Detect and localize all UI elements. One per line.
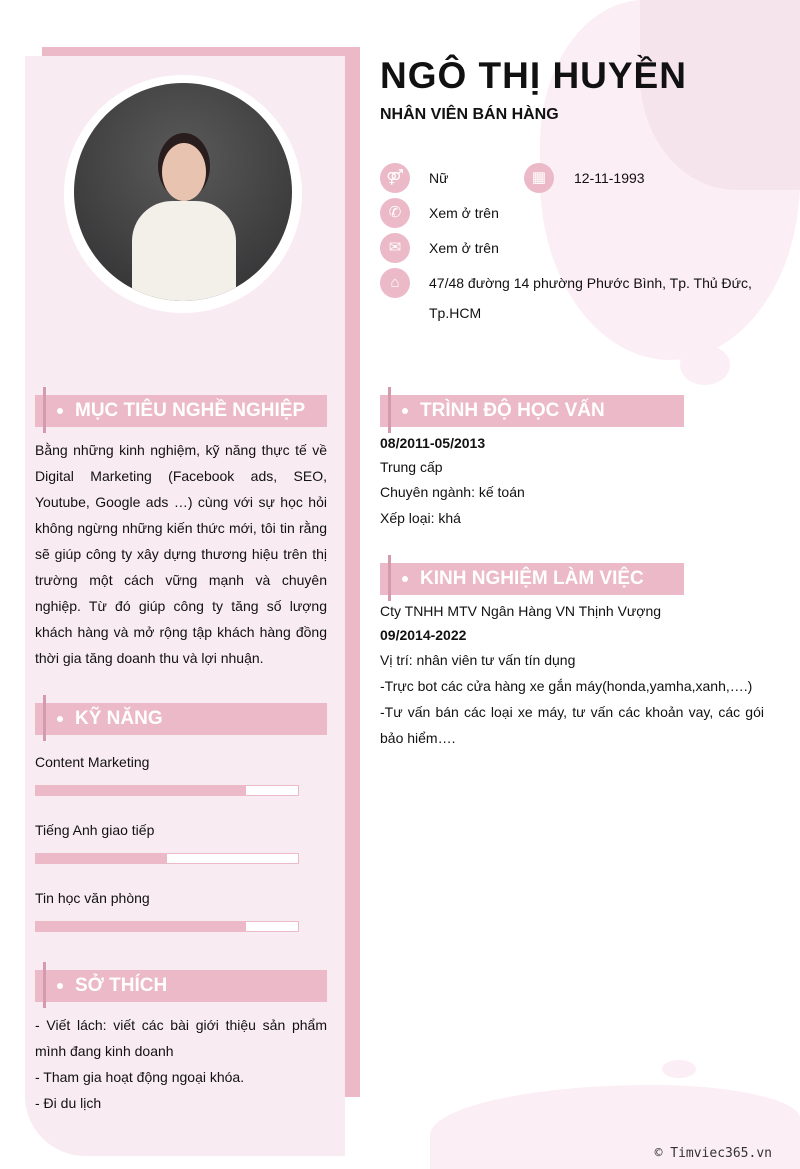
education-header — [380, 395, 684, 427]
home-icon: ⌂ — [380, 268, 410, 298]
candidate-name: NGÔ THỊ HUYỀN — [380, 55, 687, 96]
address-value: 47/48 đường 14 phường Phước Bình, Tp. Thủ Đức, Tp.HCM — [429, 275, 752, 321]
watermark: © Timviec365.vn — [654, 1146, 772, 1161]
education-period: 08/2011-05/2013 — [380, 435, 486, 451]
skill-fill — [36, 786, 246, 795]
frame-top — [42, 47, 360, 56]
experience-duty: -Tư vấn bán các loại xe máy, tư vấn các khoản vay, các gói bảo hiểm…. — [380, 704, 764, 746]
frame-right — [345, 47, 360, 1097]
email-value: Xem ở trên — [429, 240, 499, 256]
skill-fill — [36, 922, 246, 931]
avatar — [74, 83, 292, 301]
phone-icon: ✆ — [380, 198, 410, 228]
hobbies-header — [35, 970, 327, 1002]
experience-period: 09/2014-2022 — [380, 627, 467, 643]
skill-name: Tiếng Anh giao tiếp — [35, 822, 155, 838]
experience-position: Vị trí: nhân viên tư vấn tín dụng — [380, 652, 576, 668]
skill-bar — [35, 853, 299, 864]
section-title: KỸ NĂNG — [75, 708, 163, 729]
decor-blob — [662, 1060, 696, 1078]
skill-name: Content Marketing — [35, 754, 150, 770]
gender-icon: ⚤ — [380, 163, 410, 193]
hobby-item: - Tham gia hoạt động ngoại khóa. — [35, 1069, 245, 1085]
education-grade: Xếp loại: khá — [380, 510, 461, 526]
skill-bar — [35, 785, 299, 796]
skill-fill — [36, 854, 167, 863]
section-title: KINH NGHIỆM LÀM VIỆC — [420, 568, 644, 589]
experience-company: Cty TNHH MTV Ngân Hàng VN Thịnh Vượng — [380, 603, 662, 619]
decor-blob — [680, 345, 730, 385]
section-title: TRÌNH ĐỘ HỌC VẤN — [420, 400, 605, 421]
experience-header — [380, 563, 684, 595]
section-title: SỞ THÍCH — [75, 975, 168, 996]
candidate-role: NHÂN VIÊN BÁN HÀNG — [380, 106, 559, 123]
education-level: Trung cấp — [380, 459, 443, 475]
objective-header — [35, 395, 327, 427]
objective-text: Bằng những kinh nghiệm, kỹ năng thực tế về Digital Marketing (Facebook ads, SEO, Youtube, Google ads …) cùng với sự học hỏi không ngừng những kiến thức mới, tôi tin rằng sẽ giúp công ty xây dựng thương hiệu trên thị trường một cách vững mạnh và chuyên nghiệp. Từ đó giúp công ty tăng số lượng khách hàng và mở rộng tập khách hàng đồng thời gia tăng doanh thu và lợi nhuận. — [35, 442, 327, 666]
skills-header — [35, 703, 327, 735]
education-major: Chuyên ngành: kế toán — [380, 484, 525, 500]
skill-bar — [35, 921, 299, 932]
birthday-value: 12-11-1993 — [574, 170, 645, 186]
calendar-icon: ▦ — [524, 163, 554, 193]
hobby-item: - Viết lách: viết các bài giới thiệu sản phẩm mình đang kinh doanh — [35, 1017, 327, 1059]
section-title: MỤC TIÊU NGHỀ NGHIỆP — [75, 400, 306, 421]
experience-duty: -Trực bot các cửa hàng xe gắn máy(honda,yamha,xanh,….) — [380, 678, 753, 694]
hobby-item: - Đi du lịch — [35, 1095, 102, 1111]
email-icon: ✉ — [380, 233, 410, 263]
skill-name: Tin học văn phòng — [35, 890, 150, 906]
gender-value: Nữ — [429, 170, 449, 186]
phone-value: Xem ở trên — [429, 205, 499, 221]
